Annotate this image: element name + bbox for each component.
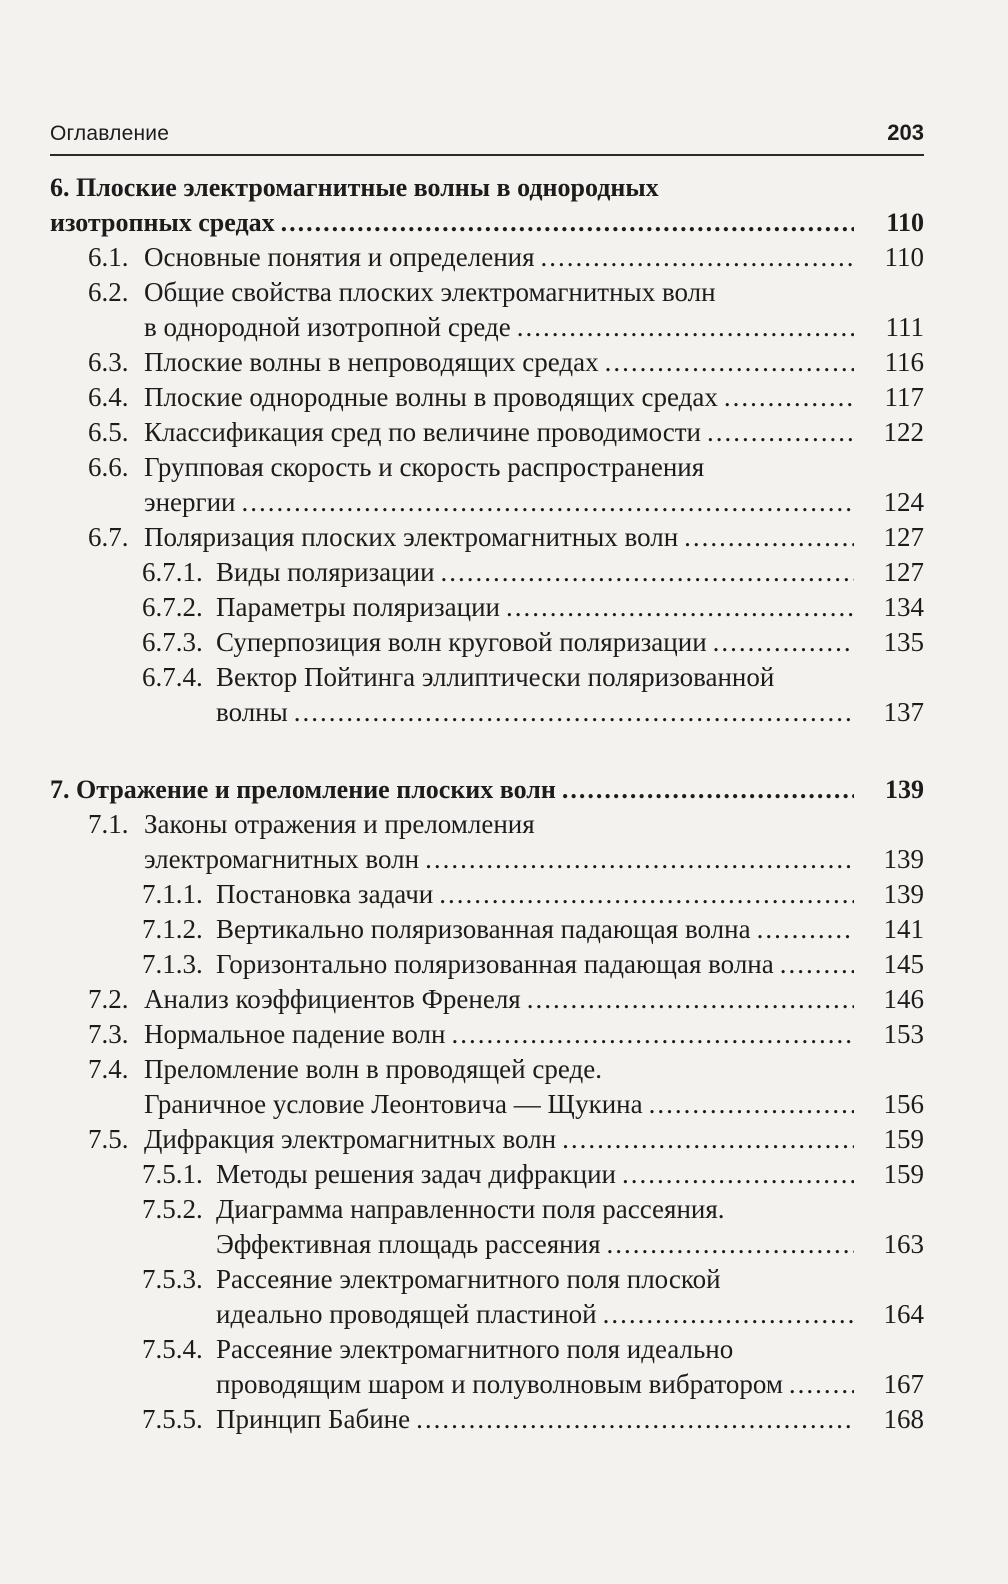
toc-entry-number: 6.4. — [88, 382, 129, 412]
toc-entry-page: 116 — [884, 347, 924, 377]
toc-entry-number: 7.5.5. — [142, 1404, 203, 1434]
toc-subsection-entry[interactable] — [50, 947, 924, 982]
toc-entry-title: Методы решения задач дифракции — [216, 1159, 617, 1189]
toc-entry-title: Суперпозиция волн круговой поляризации — [216, 627, 707, 657]
toc-entry-page: 127 — [883, 522, 924, 552]
dot-leader — [649, 1087, 854, 1122]
toc-entry-number: 6.3. — [88, 347, 129, 377]
toc-entry-page: 124 — [883, 487, 924, 517]
toc-entry-number: 7.1.1. — [142, 879, 203, 909]
toc-entry-title: Основные понятия и определения — [144, 242, 535, 272]
dot-leader — [757, 912, 854, 947]
toc-subsection-entry[interactable] — [50, 1332, 924, 1402]
toc-entry-page: 139 — [885, 775, 924, 804]
toc-section-entry[interactable] — [50, 520, 924, 555]
toc-entry-page: 117 — [884, 382, 924, 412]
toc-entry-title: Дифракция электромагнитных волн — [144, 1124, 557, 1154]
toc-subsection-entry[interactable] — [50, 660, 924, 730]
toc-section-entry[interactable] — [50, 1017, 924, 1052]
dot-leader — [562, 1122, 854, 1157]
toc-entry-number: 6.7.2. — [142, 592, 203, 622]
dot-leader — [603, 1297, 854, 1332]
toc-entry-page: 135 — [883, 627, 924, 657]
toc-entry-page: 163 — [883, 1229, 924, 1259]
toc-section-entry[interactable] — [50, 240, 924, 275]
toc-section-entry[interactable] — [50, 345, 924, 380]
toc-entry-title: Поляризация плоских электромагнитных волн — [144, 522, 679, 552]
toc-entry-page: 167 — [883, 1369, 924, 1399]
toc-entry-page: 164 — [883, 1299, 924, 1329]
toc-entry-number: 6.7.1. — [142, 557, 203, 587]
toc-entry-number: 7.2. — [88, 984, 129, 1014]
toc-subsection-entry[interactable] — [50, 1402, 924, 1437]
toc-entry-title: Горизонтально поляризованная падающая волна — [216, 949, 774, 979]
toc-subsection-entry[interactable] — [50, 555, 924, 590]
dot-leader — [562, 772, 854, 807]
dot-leader — [605, 345, 854, 380]
dot-leader — [281, 205, 854, 240]
toc-chapter-entry[interactable] — [50, 772, 924, 807]
toc-entry-title: Эффективная площадь рассеяния — [216, 1229, 601, 1259]
toc-entry-page: 168 — [883, 1404, 924, 1434]
toc-entry-number: 6.5. — [88, 417, 129, 447]
toc-section-entry[interactable] — [50, 450, 924, 520]
dot-leader — [506, 590, 854, 625]
toc-entry-number: 7.1.3. — [142, 949, 203, 979]
toc-entry-title: проводящим шаром и полуволновым вибратором — [216, 1369, 783, 1399]
toc-entry-number: 7.4. — [88, 1054, 129, 1084]
table-of-contents — [50, 170, 924, 1479]
toc-subsection-entry[interactable] — [50, 1157, 924, 1192]
toc-entry-title: Законы отражения и преломления — [144, 809, 535, 839]
dot-leader — [425, 842, 854, 877]
toc-entry-page: 153 — [883, 1019, 924, 1049]
toc-entry-title: волны — [216, 697, 288, 727]
toc-entry-number: 7.1. — [88, 809, 129, 839]
toc-subsection-entry[interactable] — [50, 625, 924, 660]
dot-leader — [789, 1367, 854, 1402]
toc-entry-number: 6.7.3. — [142, 627, 203, 657]
page-number: 203 — [887, 120, 924, 145]
toc-section-entry[interactable] — [50, 275, 924, 345]
toc-entry-number: 6.7.4. — [142, 662, 203, 692]
toc-entry-title: Параметры поляризации — [216, 592, 500, 622]
toc-chapter-entry[interactable] — [50, 170, 924, 240]
dot-leader — [780, 947, 854, 982]
toc-entry-title: Общие свойства плоских электромагнитных волн — [144, 277, 716, 307]
toc-entry-title: Плоские волны в непроводящих средах — [144, 347, 599, 377]
toc-entry-page: 110 — [886, 208, 924, 237]
toc-entry-title: Рассеяние электромагнитного поля плоской — [216, 1264, 721, 1294]
toc-entry-title: Рассеяние электромагнитного поля идеально — [216, 1334, 734, 1364]
toc-entry-number: 7.5.1. — [142, 1159, 203, 1189]
toc-entry-page: 110 — [884, 242, 924, 272]
toc-section-entry[interactable] — [50, 380, 924, 415]
dot-leader — [517, 310, 854, 345]
toc-entry-number: 7.5.3. — [142, 1264, 203, 1294]
toc-entry-page: 156 — [883, 1089, 924, 1119]
toc-entry-number: 7.3. — [88, 1019, 129, 1049]
dot-leader — [441, 555, 854, 590]
toc-subsection-entry[interactable] — [50, 912, 924, 947]
toc-entry-page: 145 — [883, 949, 924, 979]
toc-subsection-entry[interactable] — [50, 1192, 924, 1262]
toc-entry-page: 134 — [883, 592, 924, 622]
toc-entry-page: 159 — [883, 1124, 924, 1154]
dot-leader — [724, 380, 854, 415]
toc-entry-title: изотропных средах — [50, 208, 275, 237]
toc-entry-title: идеально проводящей пластиной — [216, 1299, 597, 1329]
toc-section-entry[interactable] — [50, 982, 924, 1017]
toc-entry-title: Нормальное падение волн — [144, 1019, 446, 1049]
toc-section-entry[interactable] — [50, 1052, 924, 1122]
toc-entry-page: 139 — [883, 844, 924, 874]
toc-entry-number: 7.5.2. — [142, 1194, 203, 1224]
toc-entry-title: в однородной изотропной среде — [144, 312, 511, 342]
dot-leader — [242, 485, 855, 520]
toc-entry-title: Вектор Пойтинга эллиптически поляризованной — [216, 662, 775, 692]
toc-entry-title: энергии — [144, 487, 236, 517]
toc-entry-page: 137 — [883, 697, 924, 727]
toc-section-entry[interactable] — [50, 415, 924, 450]
toc-section-entry[interactable] — [50, 1122, 924, 1157]
toc-entry-title: Принцип Бабине — [216, 1404, 411, 1434]
dot-leader — [294, 695, 854, 730]
dot-leader — [439, 877, 854, 912]
dot-leader — [541, 240, 854, 275]
toc-entry-page: 122 — [883, 417, 924, 447]
toc-entry-number: 6.2. — [88, 277, 129, 307]
dot-leader — [622, 1157, 854, 1192]
dot-leader — [527, 982, 854, 1017]
toc-section-entry[interactable] — [50, 807, 924, 877]
dot-leader — [684, 520, 854, 555]
toc-entry-number: 7.1.2. — [142, 914, 203, 944]
toc-entry-number: 6.7. — [88, 522, 129, 552]
toc-entry-number: 7.5.4. — [142, 1334, 203, 1364]
toc-entry-title: Граничное условие Леонтовича — Щукина — [144, 1089, 643, 1119]
toc-entry-page: 146 — [883, 984, 924, 1014]
toc-entry-title: Виды поляризации — [216, 557, 435, 587]
toc-entry-page: 111 — [885, 312, 924, 342]
toc-entry-number: 6.1. — [88, 242, 129, 272]
dot-leader — [713, 625, 854, 660]
toc-entry-title: Анализ коэффициентов Френеля — [144, 984, 521, 1014]
toc-chapter — [50, 772, 924, 1437]
toc-entry-page: 141 — [883, 914, 924, 944]
toc-chapter — [50, 170, 924, 730]
toc-entry-number: 7.5. — [88, 1124, 129, 1154]
toc-entry-page: 139 — [883, 879, 924, 909]
toc-subsection-entry[interactable] — [50, 590, 924, 625]
running-head-title: Оглавление — [50, 122, 170, 145]
toc-entry-page: 127 — [883, 557, 924, 587]
toc-entry-title: Плоские однородные волны в проводящих средах — [144, 382, 718, 412]
running-head — [50, 120, 924, 156]
dot-leader — [416, 1402, 854, 1437]
toc-entry-title: Групповая скорость и скорость распространения — [144, 452, 705, 482]
dot-leader — [707, 415, 854, 450]
toc-subsection-entry[interactable] — [50, 877, 924, 912]
toc-entry-title: 7. Отражение и преломление плоских волн — [50, 775, 556, 804]
toc-entry-title: Классификация сред по величине проводимости — [144, 417, 702, 447]
toc-entry-title: Вертикально поляризованная падающая волна — [216, 914, 751, 944]
toc-subsection-entry[interactable] — [50, 1262, 924, 1332]
toc-entry-title: Диаграмма направленности поля рассеяния. — [216, 1194, 725, 1224]
toc-entry-number: 6.6. — [88, 452, 129, 482]
toc-entry-title: Постановка задачи — [216, 879, 434, 909]
toc-entry-title: Преломление волн в проводящей среде. — [144, 1054, 602, 1084]
dot-leader — [451, 1017, 854, 1052]
toc-entry-title: электромагнитных волн — [144, 844, 420, 874]
dot-leader — [607, 1227, 855, 1262]
toc-entry-title: 6. Плоские электромагнитные волны в однородных — [50, 173, 659, 202]
toc-entry-page: 159 — [883, 1159, 924, 1189]
